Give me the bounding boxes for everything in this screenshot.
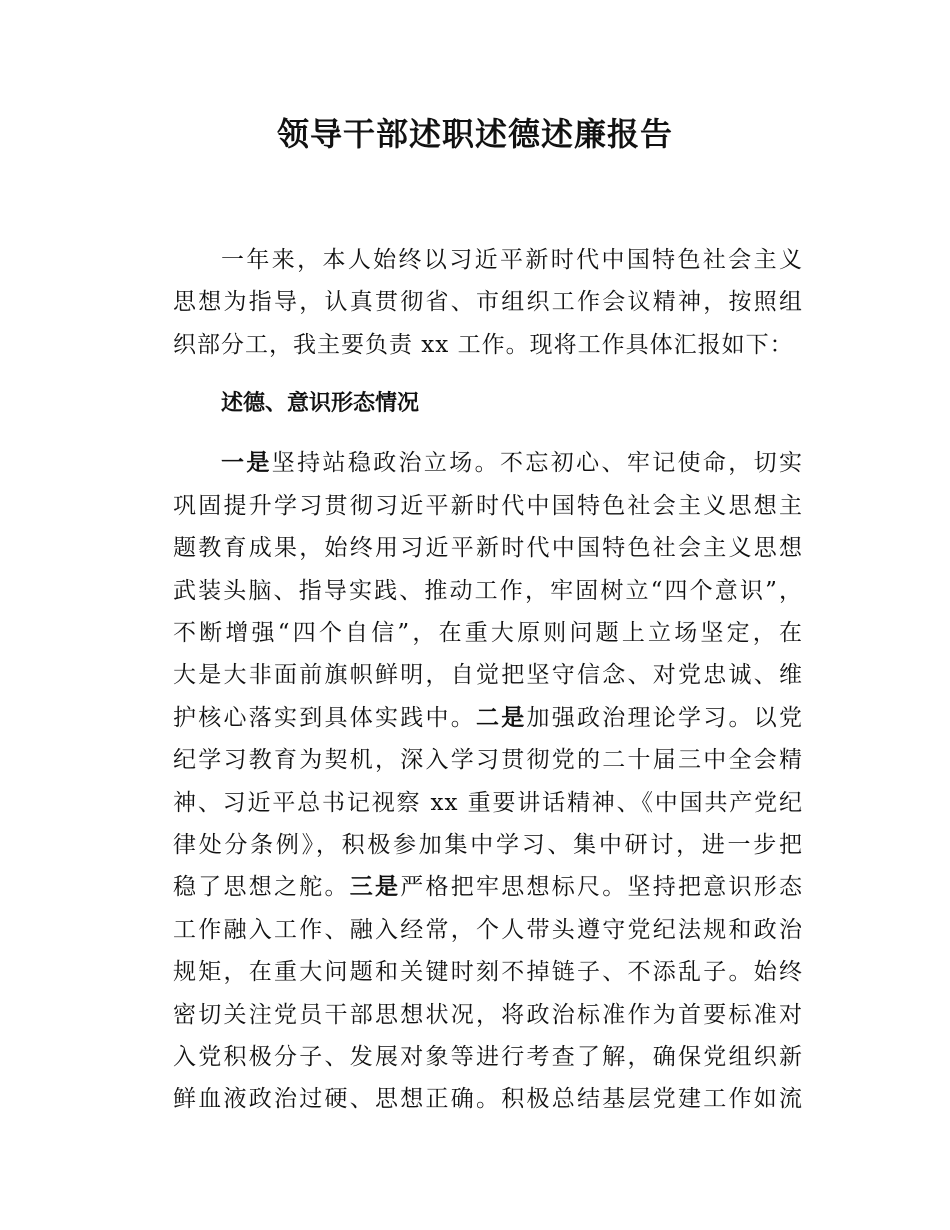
point-marker-2: 二是 [476, 705, 527, 731]
body-line-8: 纪学习教育为契机，深入学习贯彻党的二十届三中全会精 [173, 747, 803, 773]
body-line-16: 鲜血液政治过硬、思想正确。积极总结基层党建工作如流 [173, 1086, 803, 1112]
intro-line-2: 思想为指导，认真贯彻省、市组织工作会议精神，按照组 [173, 289, 803, 315]
body-line-2: 巩固提升学习贯彻习近平新时代中国特色社会主义思想主 [173, 493, 803, 519]
body-line-9: 神、习近平总书记视察 xx 重要讲话精神、《中国共产党纪 [173, 790, 803, 816]
body-line-13: 规矩，在重大问题和关键时刻不掉链子、不添乱子。始终 [173, 959, 803, 985]
document-title: 领导干部述职述德述廉报告 [276, 115, 673, 153]
body-line-6: 大是大非面前旗帜鲜明，自觉把坚守信念、对党忠诚、维 [173, 662, 803, 688]
body-line-11 [173, 870, 803, 904]
body-line-12: 工作融入工作、融入经常，个人带头遵守党纪法规和政治 [173, 917, 803, 943]
intro-line-3: 织部分工，我主要负责 xx 工作。现将工作具体汇报如下： [173, 332, 794, 358]
body-line-5: 不断增强“四个自信”，在重大原则问题上立场坚定，在 [173, 620, 803, 646]
body-line-7-text: 护核心落实到具体实践中。 [173, 705, 476, 731]
point-marker-3: 三是 [349, 874, 401, 900]
intro-line-1: 一年来，本人始终以习近平新时代中国特色社会主义 [221, 247, 803, 273]
body-line-7-tail: 加强政治理论学习。以党 [526, 705, 803, 731]
body-line-11-tail: 严格把牢思想标尺。坚持把意识形态 [400, 874, 803, 900]
body-line-1 [221, 446, 803, 480]
body-line-4: 武装头脑、指导实践、推动工作，牢固树立“四个意识”， [173, 578, 803, 604]
body-line-10: 律处分条例》，积极参加集中学习、集中研讨，进一步把 [173, 832, 803, 858]
body-line-14: 密切关注党员干部思想状况，将政治标准作为首要标准对 [173, 1002, 803, 1028]
body-line-1-text: 坚持站稳政治立场。不忘初心、牢记使命，切实 [271, 450, 804, 476]
section-heading: 述德、意识形态情况 [221, 391, 420, 416]
point-marker-1: 一是 [221, 450, 272, 476]
body-line-11-text: 稳了思想之舵。 [173, 874, 350, 900]
body-line-15: 入党积极分子、发展对象等进行考查了解，确保党组织新 [173, 1044, 803, 1070]
body-line-3: 题教育成果，始终用习近平新时代中国特色社会主义思想 [173, 535, 803, 561]
body-line-7 [173, 701, 803, 735]
